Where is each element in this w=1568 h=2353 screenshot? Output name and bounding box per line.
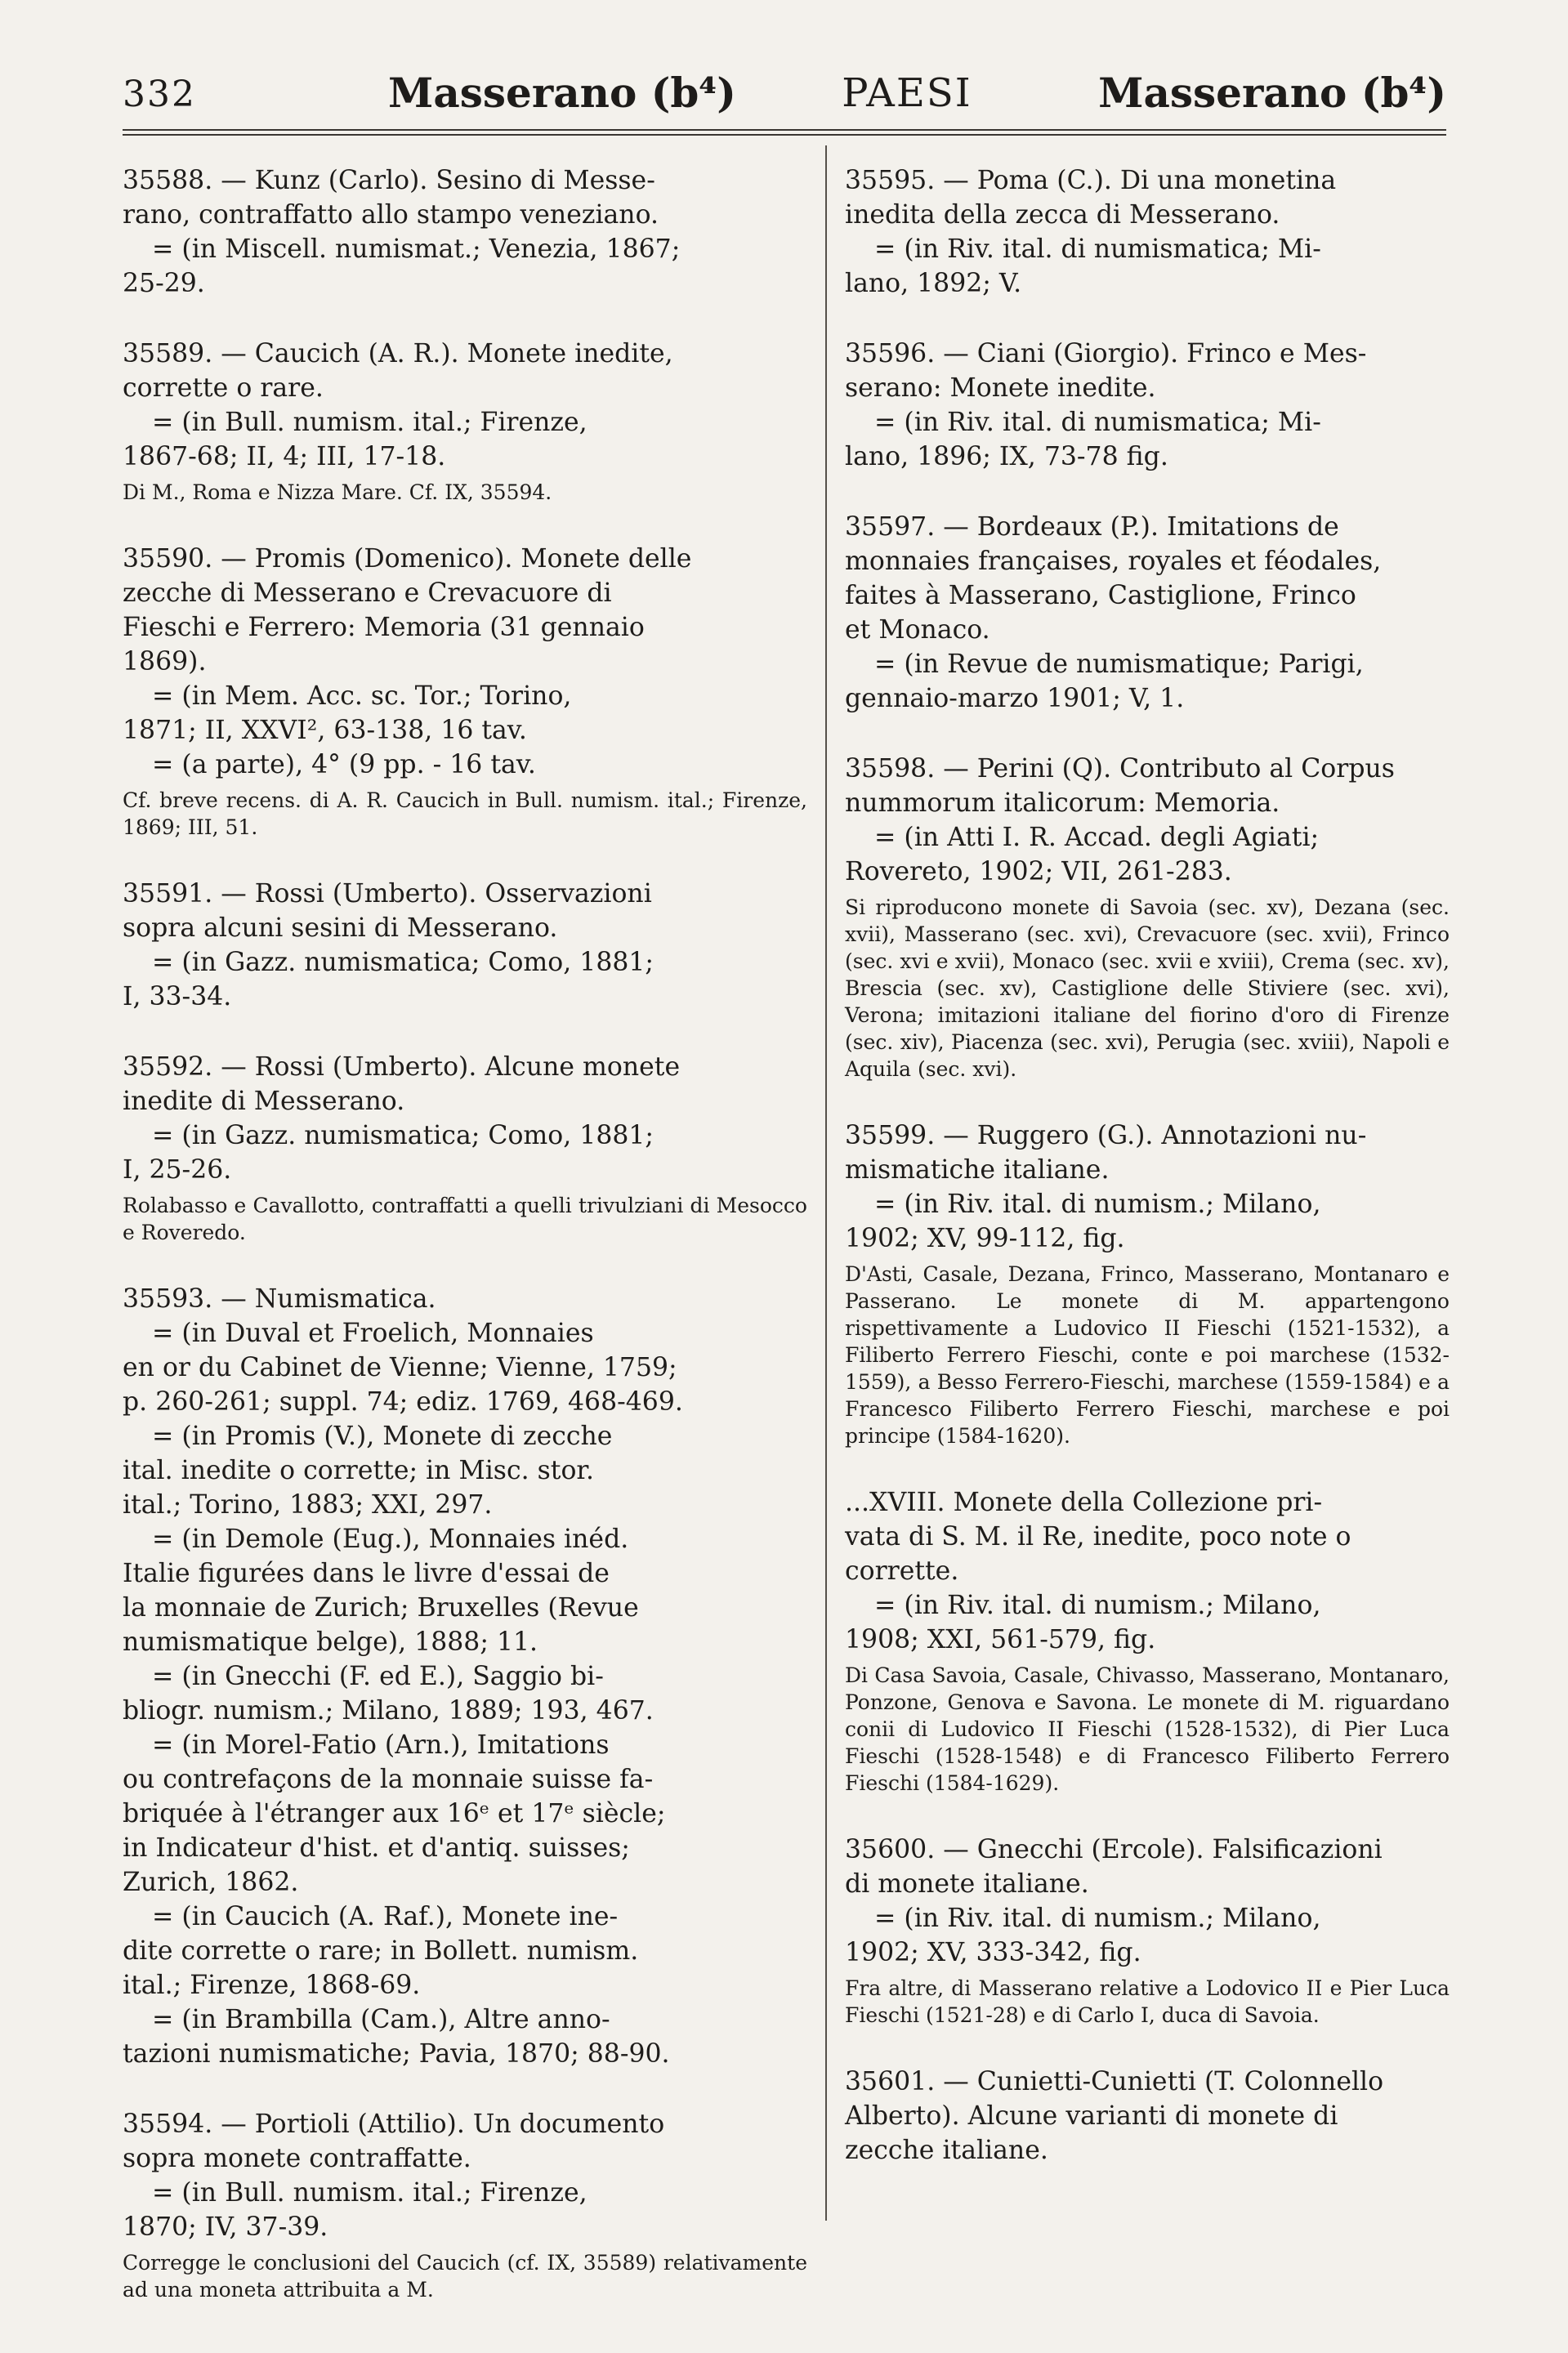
bibliography-entry <box>845 510 1450 716</box>
entry-note: Rolabasso e Cavallotto, contraffatti a quelli trivulziani di Mesocco e Roveredo. <box>123 1194 807 1244</box>
entry-line: = (in Duval et Froelich, Monnaies <box>152 1319 594 1348</box>
entry-line: 1869). <box>123 647 207 676</box>
entry-note: Di M., Roma e Nizza Mare. Cf. IX, 35594. <box>123 480 552 504</box>
entry-line: en or du Cabinet de Vienne; Vienne, 1759; <box>123 1353 677 1382</box>
entry-line: = (in Morel-Fatio (Arn.), Imitations <box>152 1730 610 1760</box>
entry-note: Si riproducono monete di Savoia (sec. xv), Dezana (sec. xvii), Masserano (sec. xvi), Crevacuore (sec. xvii), Frinco (sec. xvi e xvii), Monaco (sec. xvii e xviii), Crema (sec. xv), Brescia (sec. xv), Castiglione delle Stiviere (sec. xvi), Verona; imitazioni italiane del fiorino d'oro di Firenze (sec. xiv), Piacenza (sec. xvi), Perugia (sec. xviii), Napoli e Aquila (sec. xvi). <box>845 895 1450 1081</box>
entry-note: Di Casa Savoia, Casale, Chivasso, Masserano, Montanaro, Ponzone, Genova e Savona. Le monete di M. riguardano conii di Ludovico II Fieschi (1528-1532), di Pier Luca Fieschi (1528-1548) e di Francesco Filiberto Ferrero Fieschi (1584-1629). <box>845 1663 1450 1795</box>
header-rule <box>123 129 1446 136</box>
entry-line: = (in Mem. Acc. sc. Tor.; Torino, <box>152 681 572 711</box>
bibliography-entry <box>845 337 1450 474</box>
bibliography-entry <box>845 752 1450 1083</box>
entry-line: inedite di Messerano. <box>123 1087 405 1116</box>
entry-line: 1867-68; II, 4; III, 17-18. <box>123 442 446 471</box>
bibliography-entry <box>845 163 1450 301</box>
column-divider <box>825 145 827 2221</box>
entry-heading-line: 35592. — Rossi (Umberto). Alcune monete <box>123 1052 681 1082</box>
entry-line: monnaies françaises, royales et féodales, <box>845 547 1382 576</box>
entry-line: = (in Riv. ital. di numismatica; Mi- <box>874 408 1321 437</box>
entry-line: ital.; Firenze, 1868-69. <box>123 1971 421 2000</box>
entry-line: briquée à l'étranger aux 16ᵉ et 17ᵉ siècle; <box>123 1799 666 1828</box>
bibliography-entry <box>123 2107 807 2303</box>
entry-line: corrette o rare. <box>123 373 324 403</box>
running-title-left: Masserano (b⁴) <box>388 69 736 117</box>
entry-line: di monete italiane. <box>845 1869 1089 1899</box>
bibliography-entry <box>845 1485 1450 1797</box>
entry-line: tazioni numismatiche; Pavia, 1870; 88-90. <box>123 2039 670 2069</box>
entry-heading-line: 35598. — Perini (Q). Contributo al Corpus <box>845 754 1395 784</box>
entry-line: Rovereto, 1902; VII, 261-283. <box>845 857 1232 886</box>
entry-heading-line: 35596. — Ciani (Giorgio). Frinco e Mes- <box>845 339 1367 368</box>
entry-line: Fieschi e Ferrero: Memoria (31 gennaio <box>123 613 645 642</box>
entry-line: lano, 1896; IX, 73-78 fig. <box>845 442 1168 471</box>
entry-line: corrette. <box>845 1556 959 1586</box>
entry-line: la monnaie de Zurich; Bruxelles (Revue <box>123 1593 639 1623</box>
entry-line: ital.; Torino, 1883; XXI, 297. <box>123 1490 493 1520</box>
entry-line: = (in Brambilla (Cam.), Altre anno- <box>152 2005 610 2034</box>
bibliography-entry <box>123 163 807 301</box>
entry-heading-line: 35593. — Numismatica. <box>123 1284 436 1314</box>
entry-line: I, 25-26. <box>123 1155 232 1185</box>
entry-heading-line: 35591. — Rossi (Umberto). Osservazioni <box>123 879 652 909</box>
entry-line: inedita della zecca di Messerano. <box>845 200 1280 230</box>
entry-line: = (in Gazz. numismatica; Como, 1881; <box>152 1121 654 1150</box>
entry-line: faites à Masserano, Castiglione, Frinco <box>845 581 1356 610</box>
entry-line: = (in Bull. numism. ital.; Firenze, <box>152 2178 587 2208</box>
entry-line: = (in Demole (Eug.), Monnaies inéd. <box>152 1525 629 1554</box>
entry-line: = (in Atti I. R. Accad. degli Agiati; <box>874 823 1320 852</box>
entry-heading-line: 35588. — Kunz (Carlo). Sesino di Messe- <box>123 166 655 195</box>
entry-line: in Indicateur d'hist. et d'antiq. suisses; <box>123 1833 630 1863</box>
entry-note: Fra altre, di Masserano relative a Lodovico II e Pier Luca Fieschi (1521-28) e di Carlo I, duca di Savoia. <box>845 1976 1450 2027</box>
entry-line: serano: Monete inedite. <box>845 373 1156 403</box>
entry-line: = (in Miscell. numismat.; Venezia, 1867; <box>152 234 681 264</box>
page-number: 332 <box>123 74 196 115</box>
entry-line: 1902; XV, 99-112, fig. <box>845 1224 1125 1253</box>
entry-line: mismatiche italiane. <box>845 1155 1110 1185</box>
entry-line: lano, 1892; V. <box>845 269 1022 298</box>
entry-line: sopra monete contraffatte. <box>123 2144 471 2173</box>
entry-line: bliogr. numism.; Milano, 1889; 193, 467. <box>123 1696 654 1726</box>
entry-line: sopra alcuni sesini di Messerano. <box>123 913 558 943</box>
entry-line: et Monaco. <box>845 615 990 645</box>
running-title-right: Masserano (b⁴) <box>1098 69 1446 117</box>
bibliography-entry <box>845 1833 1450 2029</box>
entry-line: = (in Riv. ital. di numismatica; Mi- <box>874 234 1321 264</box>
bibliography-entry <box>845 2065 1450 2168</box>
entry-heading-line: 35594. — Portioli (Attilio). Un documento <box>123 2110 665 2139</box>
entry-heading-line: 35590. — Promis (Domenico). Monete delle <box>123 544 692 574</box>
entry-line: dite corrette o rare; in Bollett. numism. <box>123 1936 639 1966</box>
entry-line: Alberto). Alcune varianti di monete di <box>845 2101 1338 2131</box>
entry-line: Zurich, 1862. <box>123 1868 299 1897</box>
running-head <box>123 64 1446 121</box>
entry-line: = (a parte), 4° (9 pp. - 16 tav. <box>152 750 536 779</box>
entry-note: Cf. breve recens. di A. R. Caucich in Bull. numism. ital.; Firenze, 1869; III, 51. <box>123 788 807 839</box>
entry-line: ital. inedite o corrette; in Misc. stor. <box>123 1456 595 1485</box>
entry-line: nummorum italicorum: Memoria. <box>845 788 1280 818</box>
right-column <box>845 163 1450 2203</box>
entry-line: = (in Riv. ital. di numism.; Milano, <box>874 1591 1321 1620</box>
entry-line: = (in Riv. ital. di numism.; Milano, <box>874 1904 1321 1933</box>
entry-line: zecche italiane. <box>845 2136 1048 2165</box>
entry-heading-line: 35599. — Ruggero (G.). Annotazioni nu- <box>845 1121 1367 1150</box>
bibliography-entry <box>123 1050 807 1246</box>
running-title-center: PAESI <box>842 70 972 116</box>
bibliography-entry <box>123 1282 807 2071</box>
entry-line: I, 33-34. <box>123 982 232 1011</box>
entry-heading-line: 35589. — Caucich (A. R.). Monete inedite, <box>123 339 673 368</box>
entry-line: = (in Caucich (A. Raf.), Monete ine- <box>152 1902 619 1931</box>
entry-line: ou contrefaçons de la monnaie suisse fa- <box>123 1765 654 1794</box>
bibliography-entry <box>845 1118 1450 1449</box>
entry-line: 1908; XXI, 561-579, fig. <box>845 1625 1156 1654</box>
entry-line: vata di S. M. il Re, inedite, poco note o <box>845 1522 1351 1552</box>
entry-line: = (in Revue de numismatique; Parigi, <box>874 650 1364 679</box>
entry-note: Corregge le conclusioni del Caucich (cf. IX, 35589) relativamente ad una moneta attribuita a M. <box>123 2251 807 2302</box>
bibliography-entry <box>123 337 807 506</box>
bibliography-entry <box>123 542 807 841</box>
bibliography-entry <box>123 877 807 1014</box>
entry-heading-line: 35601. — Cunietti-Cunietti (T. Colonnello <box>845 2067 1384 2096</box>
entry-line: 1871; II, XXVI², 63-138, 16 tav. <box>123 716 527 745</box>
left-column <box>123 163 807 2339</box>
entry-heading-line: 35600. — Gnecchi (Ercole). Falsificazioni <box>845 1835 1383 1864</box>
entry-line: rano, contraffatto allo stampo veneziano. <box>123 200 659 230</box>
entry-line: numismatique belge), 1888; 11. <box>123 1627 538 1657</box>
entry-line: = (in Bull. numism. ital.; Firenze, <box>152 408 587 437</box>
entry-heading-line: 35595. — Poma (C.). Di una monetina <box>845 166 1337 195</box>
entry-heading-line: 35597. — Bordeaux (P.). Imitations de <box>845 512 1339 542</box>
entry-line: = (in Riv. ital. di numism.; Milano, <box>874 1190 1321 1219</box>
entry-heading-line: ...XVIII. Monete della Collezione pri- <box>845 1488 1323 1517</box>
entry-note: D'Asti, Casale, Dezana, Frinco, Masserano, Montanaro e Passerano. Le monete di M. appartengono rispettivamente a Ludovico II Fieschi (1521-1532), a Filiberto Ferrero Fieschi, conte e poi marchese (1532-1559), a Besso Ferrero-Fieschi, marchese (1559-1584) e a Francesco Filiberto Ferrero Fieschi, marchese e poi principe (1584-1620). <box>845 1262 1450 1448</box>
entry-line: 1902; XV, 333-342, fig. <box>845 1938 1141 1967</box>
entry-line: gennaio-marzo 1901; V, 1. <box>845 684 1185 713</box>
entry-line: p. 260-261; suppl. 74; ediz. 1769, 468-469. <box>123 1387 683 1417</box>
entry-line: = (in Gazz. numismatica; Como, 1881; <box>152 948 654 977</box>
entry-line: Italie figurées dans le livre d'essai de <box>123 1559 610 1588</box>
entry-line: = (in Gnecchi (F. ed E.), Saggio bi- <box>152 1662 604 1691</box>
entry-line: = (in Promis (V.), Monete di zecche <box>152 1422 613 1451</box>
entry-line: 25-29. <box>123 269 205 298</box>
entry-line: 1870; IV, 37-39. <box>123 2212 328 2242</box>
entry-line: zecche di Messerano e Crevacuore di <box>123 578 612 608</box>
